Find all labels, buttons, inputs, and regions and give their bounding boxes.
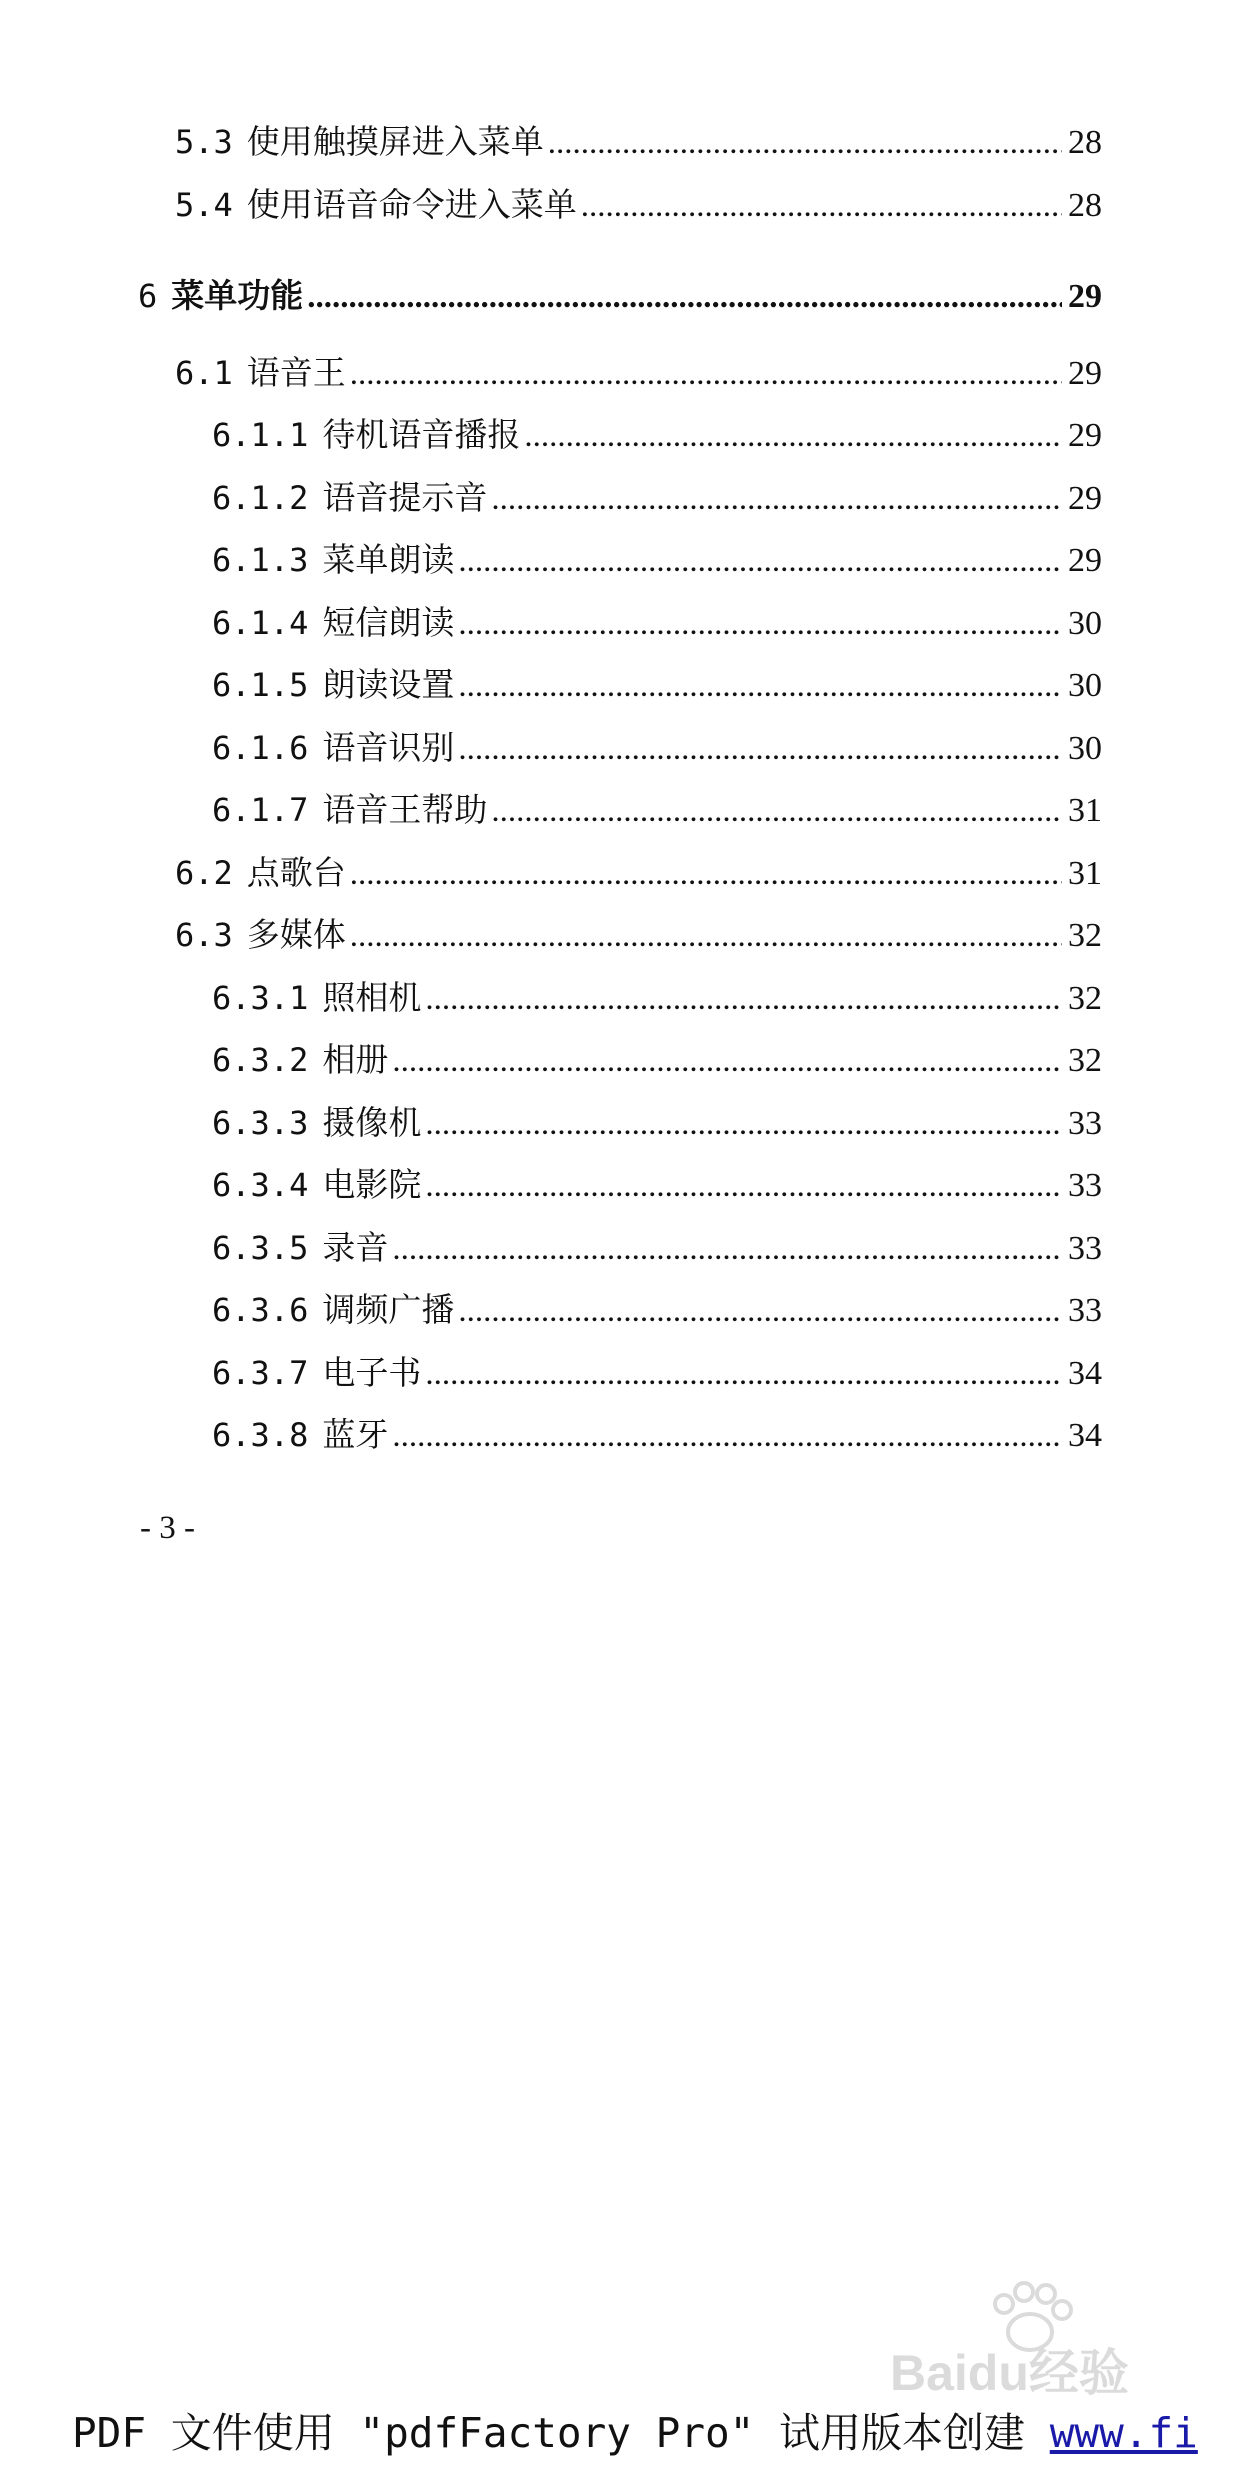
toc-entry[interactable] xyxy=(212,1040,1102,1081)
toc-entry[interactable] xyxy=(212,478,1102,519)
toc-entry-number: 6.1.6 xyxy=(212,728,309,767)
toc-entry-page: 29 xyxy=(1068,354,1102,392)
toc-entry-number: 6.1.2 xyxy=(212,478,309,517)
toc-entry-page: 34 xyxy=(1068,1417,1102,1454)
toc-leader-dots xyxy=(581,186,1062,226)
toc-leader-dots xyxy=(524,416,1062,456)
toc-entry-page: 30 xyxy=(1068,729,1102,767)
toc-leader-dots xyxy=(392,1229,1062,1269)
toc-entry-title: 电子书 xyxy=(322,1352,422,1392)
toc-entry-page: 33 xyxy=(1068,1229,1102,1267)
toc-entry-page: 33 xyxy=(1068,1167,1102,1204)
toc-leader-dots xyxy=(458,729,1062,769)
toc-entry-title: 待机语音播报 xyxy=(322,415,521,454)
toc-entry-title: 语音王 xyxy=(246,352,346,392)
toc-entry-page: 33 xyxy=(1068,1104,1102,1142)
toc-leader-dots xyxy=(458,604,1062,644)
toc-entry[interactable] xyxy=(212,1165,1102,1206)
toc-leader-dots xyxy=(491,479,1062,519)
toc-entry-number: 6.3.8 xyxy=(212,1416,309,1454)
toc-entry-title: 菜单功能 xyxy=(171,276,304,315)
toc-entry[interactable] xyxy=(212,603,1102,644)
toc-entry-title: 点歌台 xyxy=(246,852,346,892)
toc-entry-number: 6.3 xyxy=(175,916,233,954)
toc-entry-title: 朗读设置 xyxy=(322,665,455,704)
toc-entry-number: 6.1.1 xyxy=(212,416,309,454)
toc-entry-page: 32 xyxy=(1068,917,1102,954)
toc-entry-page: 32 xyxy=(1068,979,1102,1017)
toc-entry-title: 相册 xyxy=(322,1040,389,1079)
toc-entry-number: 6.3.5 xyxy=(212,1228,309,1267)
toc-entry-number: 6.3.4 xyxy=(212,1166,309,1204)
toc-leader-dots xyxy=(425,1354,1062,1394)
toc-leader-dots xyxy=(392,1416,1062,1456)
toc-entry-page: 30 xyxy=(1068,667,1102,704)
toc-leader-dots xyxy=(350,916,1062,956)
toc-entry[interactable] xyxy=(212,728,1102,769)
toc-entry[interactable] xyxy=(175,185,1102,226)
toc-entry-page: 28 xyxy=(1068,124,1102,161)
toc-entry-page: 29 xyxy=(1068,278,1102,315)
toc-leader-dots xyxy=(350,854,1062,894)
toc-entry-number: 6.2 xyxy=(175,853,233,892)
toc-entry-page: 29 xyxy=(1068,417,1102,454)
toc-entry-title: 多媒体 xyxy=(246,915,346,954)
toc-entry-page: 32 xyxy=(1068,1042,1102,1079)
toc-entry-title: 蓝牙 xyxy=(322,1415,389,1454)
toc-entry[interactable] xyxy=(212,978,1102,1019)
toc-entry-number: 6.1.4 xyxy=(212,603,309,642)
toc-entry-title: 电影院 xyxy=(322,1165,422,1204)
toc-entry-title: 短信朗读 xyxy=(322,602,455,642)
toc-entry[interactable] xyxy=(175,915,1102,956)
page-number: - 3 - xyxy=(140,1510,195,1546)
toc-entry-title: 录音 xyxy=(322,1227,389,1267)
baidu-jingyan-watermark xyxy=(880,2270,1180,2400)
toc-entry[interactable] xyxy=(212,1353,1102,1394)
toc-entry-number: 6.1.5 xyxy=(212,666,309,704)
toc-entry-title: 语音提示音 xyxy=(322,477,488,517)
toc-entry-title: 照相机 xyxy=(322,977,422,1017)
toc-entry-title: 语音识别 xyxy=(322,727,455,767)
toc-leader-dots xyxy=(307,277,1062,317)
toc-leader-dots xyxy=(350,354,1062,394)
toc-entry-number: 6.3.7 xyxy=(212,1353,309,1392)
toc-entry-page: 28 xyxy=(1068,186,1102,224)
toc-entry[interactable] xyxy=(138,276,1102,317)
toc-leader-dots xyxy=(425,1166,1062,1206)
toc-entry-number: 6.1.7 xyxy=(212,791,309,829)
toc-entry[interactable] xyxy=(175,853,1102,894)
footer-link[interactable]: www.fi xyxy=(1049,2409,1198,2457)
toc-entry-number: 5.3 xyxy=(175,123,233,161)
toc-entry-number: 6.3.6 xyxy=(212,1291,309,1329)
toc-entry-number: 6.1 xyxy=(175,353,233,392)
toc-entry-page: 29 xyxy=(1068,542,1102,579)
toc-entry-number: 5.4 xyxy=(175,185,233,224)
toc-entry-page: 33 xyxy=(1068,1292,1102,1329)
toc-entry[interactable] xyxy=(175,353,1102,394)
footer-text: PDF 文件使用 "pdfFactory Pro" 试用版本创建 xyxy=(72,2409,1050,2457)
toc-entry-title: 调频广播 xyxy=(322,1290,455,1329)
toc-entry-title: 摄像机 xyxy=(322,1102,422,1142)
toc-entry-number: 6.3.3 xyxy=(212,1103,309,1142)
toc-entry-page: 34 xyxy=(1068,1354,1102,1392)
toc-entry[interactable] xyxy=(212,790,1102,831)
toc-entry[interactable] xyxy=(212,665,1102,706)
toc-entry-page: 29 xyxy=(1068,479,1102,517)
toc-leader-dots xyxy=(548,123,1062,163)
toc-entry[interactable] xyxy=(212,1103,1102,1144)
toc-leader-dots xyxy=(392,1041,1062,1081)
toc-entry[interactable] xyxy=(212,1290,1102,1331)
toc-entry[interactable] xyxy=(212,540,1102,581)
pdf-footer xyxy=(72,2400,1198,2459)
toc-entry[interactable] xyxy=(175,122,1102,163)
toc-leader-dots xyxy=(458,541,1062,581)
toc-entry-title: 菜单朗读 xyxy=(322,540,455,579)
toc-entry-number: 6.3.2 xyxy=(212,1041,309,1079)
toc-entry[interactable] xyxy=(212,1228,1102,1269)
toc-entry[interactable] xyxy=(212,415,1102,456)
toc-entry-number: 6.3.1 xyxy=(212,978,309,1017)
toc-entry-title: 语音王帮助 xyxy=(322,790,488,829)
toc-leader-dots xyxy=(425,979,1062,1019)
toc-entry-page: 31 xyxy=(1068,792,1102,829)
toc-entry-number: 6 xyxy=(138,277,158,315)
toc-entry-page: 30 xyxy=(1068,604,1102,642)
toc-entry-title: 使用语音命令进入菜单 xyxy=(246,184,577,224)
toc-entry-number: 6.1.3 xyxy=(212,541,309,579)
toc-entry[interactable] xyxy=(212,1415,1102,1456)
toc-leader-dots xyxy=(458,666,1062,706)
toc-leader-dots xyxy=(425,1104,1062,1144)
toc-entry-title: 使用触摸屏进入菜单 xyxy=(246,122,544,161)
toc-leader-dots xyxy=(491,791,1062,831)
watermark-text: Baidu经验 xyxy=(890,2345,1129,2400)
toc-entry-page: 31 xyxy=(1068,854,1102,892)
toc-leader-dots xyxy=(458,1291,1062,1331)
